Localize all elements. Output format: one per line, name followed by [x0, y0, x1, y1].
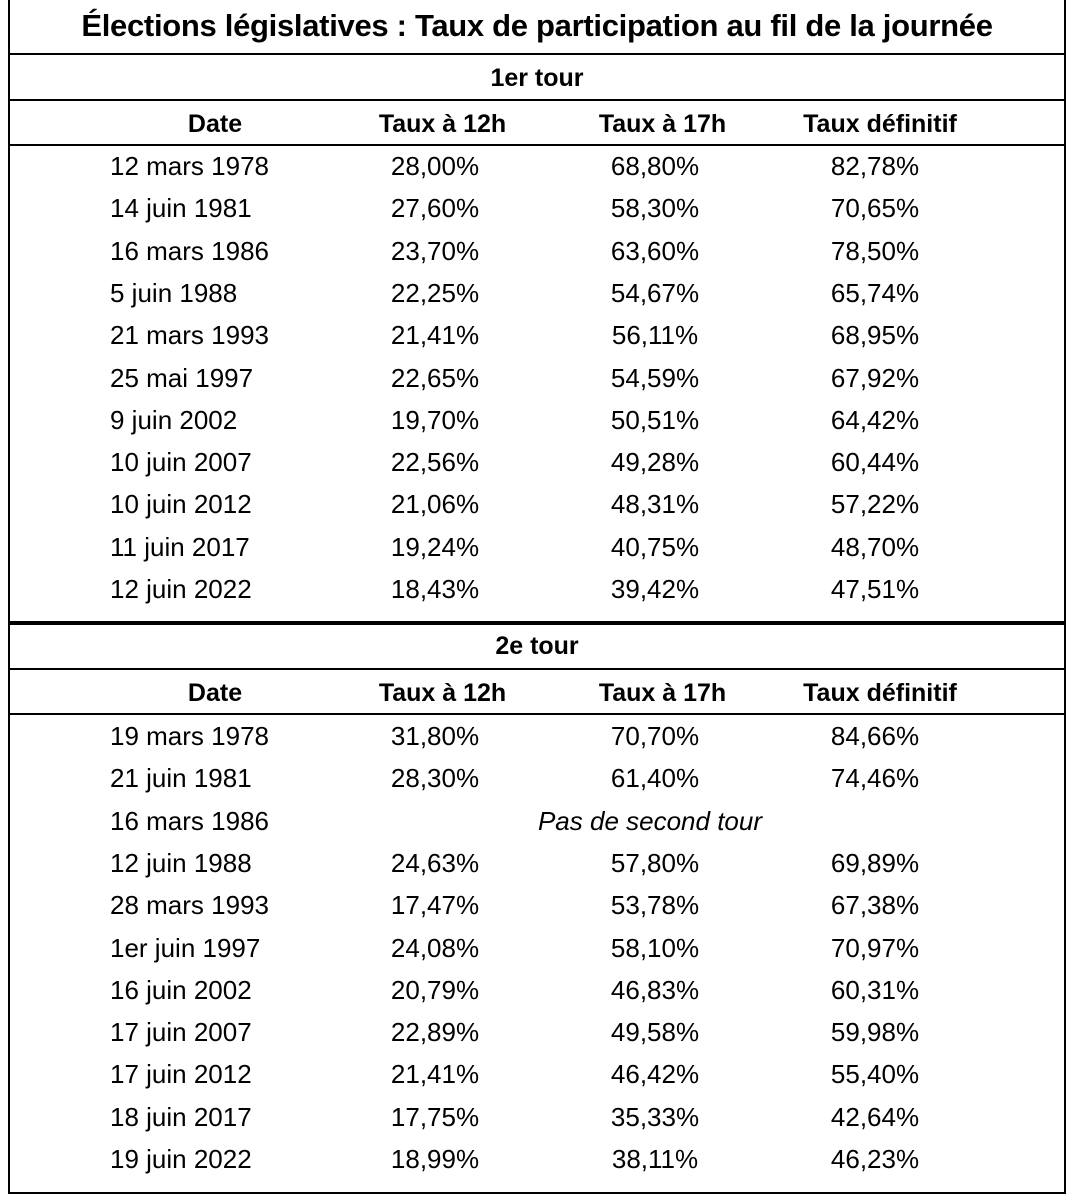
- cell-taux-definitif: 65,74%: [830, 277, 920, 308]
- cell-taux-17h: 70,70%: [610, 721, 700, 751]
- cell-taux-12h: 22,56%: [390, 447, 480, 478]
- header-taux-12h: Taux à 12h: [378, 110, 507, 138]
- cell-taux-17h: 46,42%: [610, 1059, 700, 1090]
- cell-taux-12h: 24,63%: [390, 847, 480, 878]
- cell-date: 16 juin 2002: [110, 974, 252, 1005]
- cell-taux-definitif: 46,23%: [830, 1144, 920, 1174]
- table-row: [10, 969, 1064, 1011]
- cell-date: 5 juin 1988: [110, 277, 238, 308]
- participation-table: [8, 0, 1066, 1194]
- cell-taux-12h: 18,43%: [390, 574, 480, 604]
- cell-date: 16 mars 1986: [110, 805, 269, 836]
- cell-date: 21 juin 1981: [110, 763, 252, 794]
- cell-taux-17h: 35,33%: [610, 1101, 700, 1132]
- table-row: [10, 1138, 1064, 1180]
- round-1-label: 1er tour: [490, 64, 584, 92]
- cell-taux-17h: 63,60%: [610, 235, 700, 266]
- cell-date: 19 juin 2022: [110, 1144, 252, 1174]
- table-row: [10, 1011, 1064, 1053]
- cell-taux-definitif: 55,40%: [830, 1059, 920, 1090]
- cell-taux-17h: 48,31%: [610, 489, 700, 520]
- cell-taux-12h: 24,08%: [390, 932, 480, 963]
- header-taux-definitif: Taux définitif: [803, 110, 957, 138]
- cell-taux-12h: 18,99%: [390, 1144, 480, 1174]
- divider: [10, 668, 1064, 670]
- cell-taux-12h: 19,24%: [390, 531, 480, 562]
- cell-date: 14 juin 1981: [110, 193, 252, 224]
- cell-taux-definitif: 70,97%: [830, 932, 920, 963]
- table-row: [10, 145, 1064, 187]
- cell-date: 28 mars 1993: [110, 890, 269, 921]
- cell-date: 12 juin 2022: [110, 574, 252, 604]
- cell-taux-definitif: 82,78%: [830, 151, 920, 181]
- cell-taux-17h: 58,10%: [610, 932, 700, 963]
- table-row: [10, 568, 1064, 610]
- divider: [10, 99, 1064, 101]
- cell-date: 16 mars 1986: [110, 235, 269, 266]
- header-taux-definitif: Taux définitif: [803, 679, 957, 707]
- cell-taux-definitif: 60,31%: [830, 974, 920, 1005]
- cell-date: 19 mars 1978: [110, 721, 269, 751]
- cell-date: 10 juin 2012: [110, 489, 252, 520]
- cell-taux-definitif: 48,70%: [830, 531, 920, 562]
- cell-taux-definitif: 60,44%: [830, 447, 920, 478]
- cell-taux-12h: 23,70%: [390, 235, 480, 266]
- cell-date: 12 juin 1988: [110, 847, 252, 878]
- table-row: [10, 884, 1064, 926]
- round-2-label: 2e tour: [495, 632, 579, 660]
- cell-taux-17h: 54,67%: [610, 277, 700, 308]
- header-date: Date: [187, 679, 243, 707]
- cell-taux-definitif: 78,50%: [830, 235, 920, 266]
- cell-taux-12h: 22,89%: [390, 1017, 480, 1048]
- cell-taux-12h: 19,70%: [390, 404, 480, 435]
- header-taux-12h: Taux à 12h: [378, 679, 507, 707]
- cell-taux-17h: 68,80%: [610, 151, 700, 181]
- header-date: Date: [187, 110, 243, 138]
- cell-taux-12h: 31,80%: [390, 721, 480, 751]
- table-row: [10, 187, 1064, 229]
- cell-taux-definitif: 74,46%: [830, 763, 920, 794]
- table-row: [10, 272, 1064, 314]
- cell-date: 18 juin 2017: [110, 1101, 252, 1132]
- cell-taux-definitif: 57,22%: [830, 489, 920, 520]
- cell-taux-17h: 53,78%: [610, 890, 700, 921]
- cell-taux-17h: 57,80%: [610, 847, 700, 878]
- cell-taux-12h: 17,47%: [390, 890, 480, 921]
- cell-date: 11 juin 2017: [110, 531, 250, 562]
- cell-taux-17h: 49,58%: [610, 1017, 700, 1048]
- cell-taux-definitif: 69,89%: [830, 847, 920, 878]
- table-row: [10, 441, 1064, 483]
- cell-taux-17h: 61,40%: [610, 763, 700, 794]
- cell-taux-17h: 50,51%: [610, 404, 700, 435]
- table-row: [10, 927, 1064, 969]
- cell-taux-17h: 38,11%: [611, 1144, 699, 1174]
- cell-date: 25 mai 1997: [110, 362, 254, 393]
- table-row: [10, 230, 1064, 272]
- cell-taux-definitif: 67,92%: [830, 362, 920, 393]
- cell-taux-17h: 39,42%: [610, 574, 700, 604]
- cell-date: 1er juin 1997: [110, 932, 261, 963]
- cell-date: 10 juin 2007: [110, 447, 252, 478]
- table-row: [10, 483, 1064, 525]
- header-taux-17h: Taux à 17h: [598, 679, 727, 707]
- cell-taux-17h: 54,59%: [610, 362, 700, 393]
- table-row: [10, 757, 1064, 799]
- cell-taux-17h: 40,75%: [610, 531, 700, 562]
- table-row: [10, 314, 1064, 356]
- cell-taux-17h: 56,11%: [611, 320, 699, 351]
- cell-note: Pas de second tour: [537, 805, 763, 836]
- table-row: [10, 399, 1064, 441]
- cell-taux-12h: 28,30%: [390, 763, 480, 794]
- cell-taux-definitif: 64,42%: [830, 404, 920, 435]
- cell-taux-12h: 27,60%: [390, 193, 480, 224]
- cell-taux-definitif: 47,51%: [830, 574, 920, 604]
- cell-taux-definitif: 67,38%: [830, 890, 920, 921]
- cell-taux-definitif: 84,66%: [830, 721, 920, 751]
- cell-date: 17 juin 2007: [110, 1017, 252, 1048]
- cell-date: 17 juin 2012: [110, 1059, 252, 1090]
- cell-date: 21 mars 1993: [110, 320, 269, 351]
- header-row-tour2: [10, 672, 1064, 714]
- cell-date: 9 juin 2002: [110, 404, 238, 435]
- table-row: [10, 1096, 1064, 1138]
- section-divider: [10, 621, 1064, 625]
- divider: [10, 53, 1064, 55]
- cell-taux-17h: 46,83%: [610, 974, 700, 1005]
- cell-taux-12h: 22,25%: [390, 277, 480, 308]
- cell-taux-definitif: 59,98%: [830, 1017, 920, 1048]
- cell-taux-definitif: 70,65%: [830, 193, 920, 224]
- table-title: Élections législatives : Taux de participation au fil de la journée: [81, 8, 993, 43]
- cell-taux-definitif: 42,64%: [830, 1101, 920, 1132]
- header-taux-17h: Taux à 17h: [598, 110, 727, 138]
- table-row: [10, 800, 1064, 842]
- cell-taux-12h: 17,75%: [390, 1101, 480, 1132]
- cell-taux-definitif: 68,95%: [830, 320, 920, 351]
- cell-taux-12h: 22,65%: [390, 362, 480, 393]
- cell-taux-12h: 21,41%: [390, 320, 480, 351]
- header-row-tour1: [10, 103, 1064, 145]
- cell-taux-17h: 49,28%: [610, 447, 700, 478]
- table-row: [10, 526, 1064, 568]
- cell-taux-12h: 20,79%: [390, 974, 480, 1005]
- table-row: [10, 715, 1064, 757]
- cell-taux-17h: 58,30%: [610, 193, 700, 224]
- table-row: [10, 1053, 1064, 1095]
- cell-taux-12h: 21,06%: [390, 489, 480, 520]
- table-row: [10, 842, 1064, 884]
- cell-taux-12h: 28,00%: [390, 151, 480, 181]
- cell-taux-12h: 21,41%: [390, 1059, 480, 1090]
- cell-date: 12 mars 1978: [110, 151, 269, 181]
- table-row: [10, 357, 1064, 399]
